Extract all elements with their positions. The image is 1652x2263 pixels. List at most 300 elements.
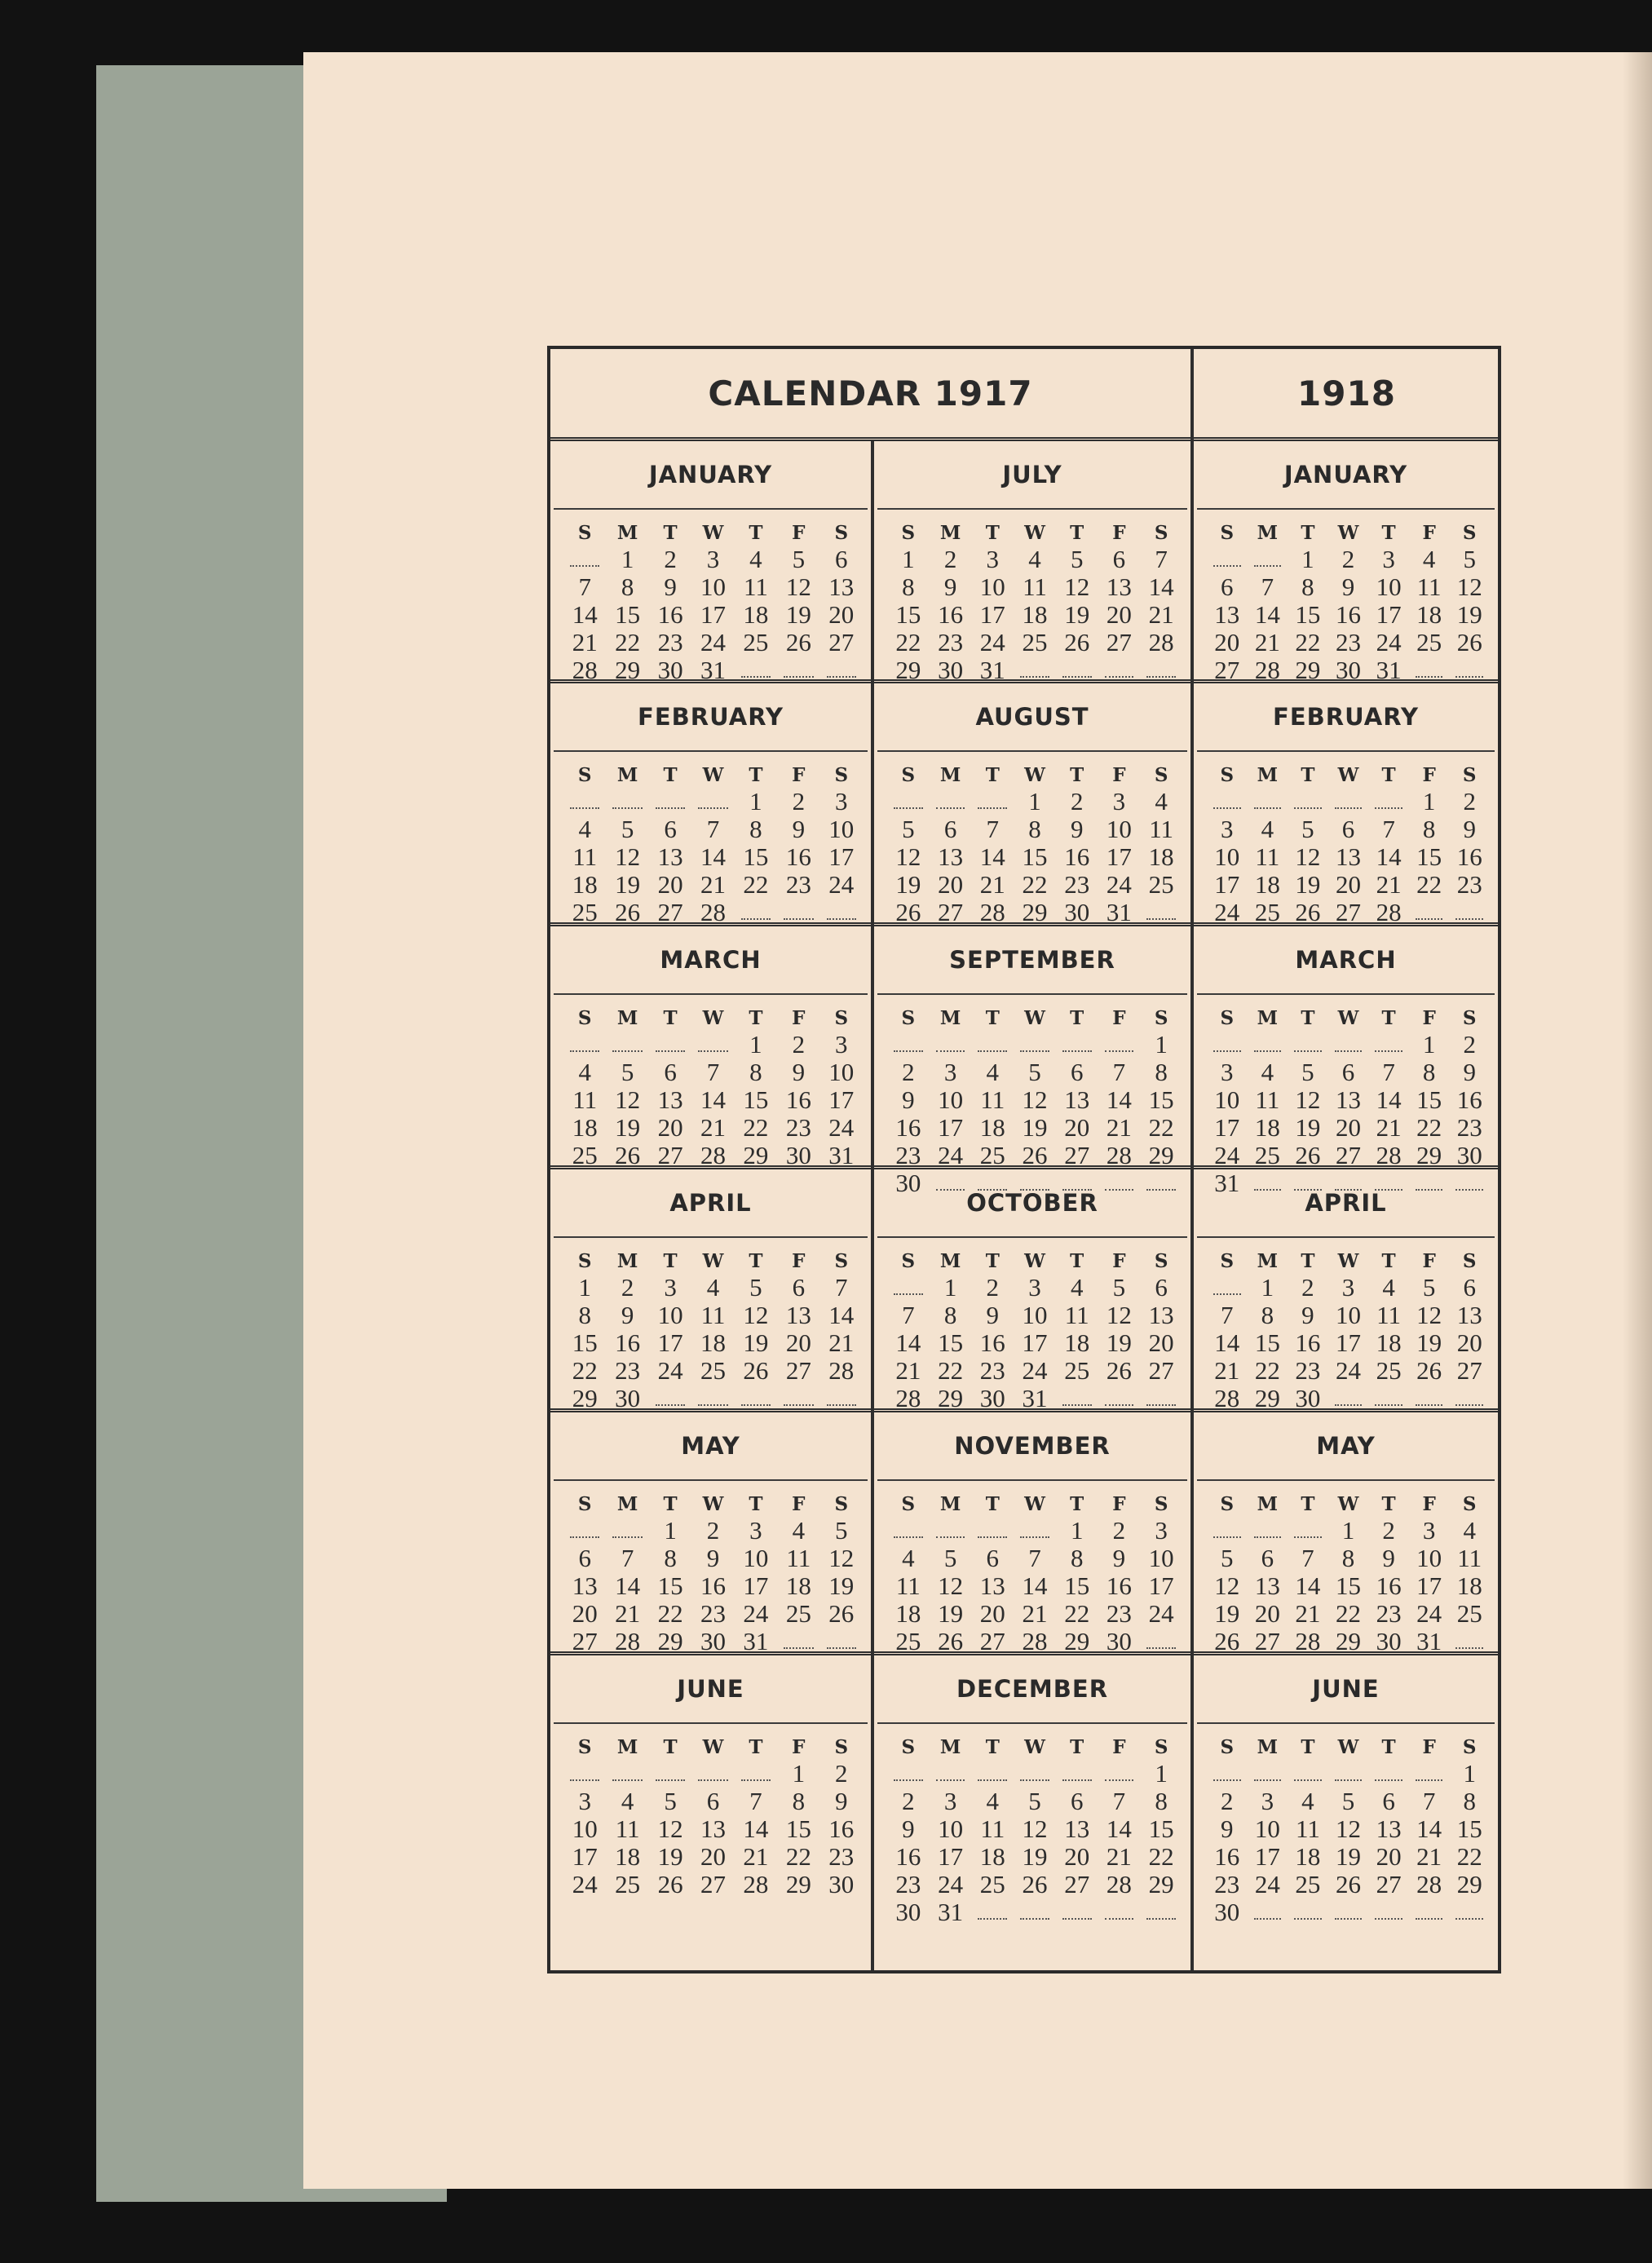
day-number: 24 [938,1870,964,1898]
weekday-header: F [1422,1736,1436,1758]
day-number: 5 [1070,545,1084,573]
day-grid [887,1732,1182,1926]
day-number: 3 [835,1030,848,1059]
day-number: 16 [1335,600,1361,629]
blank-day-dash [1254,1918,1282,1920]
day-number: 8 [1155,1058,1168,1086]
weekday-header: T [985,1250,1000,1272]
day-number: 13 [657,1085,683,1114]
day-number: 30 [1295,1384,1321,1412]
day-number: 22 [1416,870,1442,899]
day-number: 15 [1416,1085,1442,1114]
blank-day-dash [1455,676,1483,678]
weekday-header: F [792,1493,806,1515]
day-number: 1 [1463,1759,1476,1788]
day-number: 16 [700,1571,726,1600]
day-number: 28 [979,898,1005,926]
weekday-header: T [1381,1736,1396,1758]
day-number: 11 [980,1085,1005,1114]
day-number: 25 [700,1356,726,1385]
day-number: 24 [979,628,1005,656]
day-number: 30 [895,1169,921,1197]
month-name: APRIL [1305,1189,1387,1217]
day-number: 27 [700,1870,726,1898]
blank-day-dash [827,676,856,678]
day-grid [563,1003,863,1169]
day-number: 28 [700,1141,726,1169]
day-number: 28 [615,1627,641,1655]
day-number: 18 [615,1842,641,1871]
day-number: 5 [1422,1273,1436,1302]
blank-day-dash [1213,1779,1241,1781]
day-number: 28 [1214,1384,1240,1412]
day-number: 18 [572,1113,598,1142]
day-number: 14 [1106,1814,1132,1843]
day-number: 13 [1148,1301,1174,1329]
blank-day-dash [1254,1050,1282,1052]
blank-day-dash [1213,565,1241,567]
day-number: 29 [938,1384,964,1412]
day-number: 9 [902,1814,915,1843]
day-number: 14 [979,842,1005,871]
blank-day-dash [1294,1918,1322,1920]
day-number: 9 [664,572,677,601]
day-number: 2 [1463,787,1476,815]
blank-day-dash [698,1050,727,1052]
day-number: 7 [902,1301,915,1329]
day-number: 23 [1376,1599,1402,1628]
weekday-header: T [663,1736,678,1758]
day-number: 6 [986,1544,1000,1572]
day-number: 23 [895,1870,921,1898]
blank-day-dash [1254,1779,1282,1781]
day-number: 27 [1148,1356,1174,1385]
weekday-header: S [577,1493,592,1515]
day-number: 12 [1214,1571,1240,1600]
blank-day-dash [1335,1050,1363,1052]
blank-day-dash [698,807,727,809]
blank-day-dash [936,1536,965,1538]
weekday-header: S [1462,764,1477,786]
day-number: 9 [902,1085,915,1114]
day-number: 23 [1214,1870,1240,1898]
day-number: 17 [572,1842,598,1871]
day-number: 5 [1028,1058,1041,1086]
day-number: 29 [743,1141,769,1169]
day-number: 13 [1106,572,1132,601]
day-number: 10 [938,1814,964,1843]
day-number: 12 [743,1301,769,1329]
weekday-header: S [1462,522,1477,544]
weekday-header: T [985,1736,1000,1758]
month-name-rule [877,993,1187,995]
day-number: 22 [1295,628,1321,656]
blank-day-dash [936,1779,965,1781]
day-number: 15 [1148,1085,1174,1114]
blank-day-dash [1254,1536,1282,1538]
day-number: 20 [1335,870,1361,899]
day-number: 1 [1070,1516,1084,1545]
day-number: 24 [572,1870,598,1898]
day-number: 2 [835,1759,848,1788]
blank-day-dash [978,1779,1007,1781]
weekday-header: T [749,1250,763,1272]
day-number: 29 [1064,1627,1090,1655]
day-number: 24 [828,870,855,899]
weekday-header: S [1220,764,1235,786]
weekday-header: T [749,764,763,786]
day-number: 13 [1254,1571,1280,1600]
day-number: 28 [743,1870,769,1898]
blank-day-dash [1416,918,1443,920]
day-number: 2 [1070,787,1084,815]
day-number: 7 [578,572,591,601]
weekday-header: T [1381,764,1396,786]
day-number: 5 [621,1058,634,1086]
day-grid [563,1732,863,1898]
day-number: 25 [615,1870,641,1898]
day-number: 25 [1376,1356,1402,1385]
weekday-header: T [985,1007,1000,1029]
day-number: 19 [1064,600,1090,629]
day-number: 21 [828,1328,855,1357]
day-number: 26 [1214,1627,1240,1655]
day-number: 19 [1416,1328,1442,1357]
day-number: 1 [1261,1273,1274,1302]
day-number: 22 [1335,1599,1361,1628]
weekday-header: S [901,1250,916,1272]
day-number: 23 [1456,870,1482,899]
blank-day-dash [1213,1536,1241,1538]
blank-day-dash [612,1050,642,1052]
day-number: 20 [657,1113,683,1142]
weekday-header: T [1070,522,1084,544]
weekday-header: W [1337,522,1359,544]
day-number: 29 [785,1870,811,1898]
weekday-header: S [834,1250,849,1272]
day-grid [1207,760,1490,926]
weekday-header: S [1154,764,1168,786]
day-number: 25 [979,1141,1005,1169]
month-name: MARCH [660,946,762,974]
day-number: 29 [1148,1141,1174,1169]
day-number: 4 [792,1516,806,1545]
day-number: 29 [895,656,921,684]
day-number: 16 [1456,842,1482,871]
month-july-1917 [874,441,1190,684]
day-number: 3 [706,545,720,573]
weekday-header: W [702,1736,724,1758]
weekday-header: T [1301,522,1315,544]
month-january-1917 [550,441,871,684]
day-number: 27 [572,1627,598,1655]
day-number: 21 [979,870,1005,899]
day-number: 16 [1064,842,1090,871]
day-number: 11 [1376,1301,1401,1329]
day-number: 23 [1106,1599,1132,1628]
day-number: 7 [706,1058,720,1086]
day-number: 11 [895,1571,921,1600]
day-number: 23 [657,628,683,656]
day-number: 15 [785,1814,811,1843]
day-number: 3 [1221,1058,1234,1086]
day-number: 12 [657,1814,683,1843]
day-number: 25 [1456,1599,1482,1628]
day-number: 23 [1295,1356,1321,1385]
day-number: 28 [895,1384,921,1412]
weekday-header: W [1337,1736,1359,1758]
month-name: AUGUST [975,703,1089,731]
day-number: 16 [615,1328,641,1357]
blank-day-dash [656,1779,685,1781]
day-number: 24 [1148,1599,1174,1628]
day-grid [887,518,1182,684]
day-number: 24 [700,628,726,656]
month-name-rule [877,1479,1187,1481]
month-name: JANUARY [648,461,773,488]
weekday-header: S [1220,1736,1235,1758]
weekday-header: S [577,764,592,786]
weekday-header: T [663,764,678,786]
day-number: 5 [1028,1787,1041,1815]
day-number: 29 [572,1384,598,1412]
day-number: 11 [1295,1814,1320,1843]
day-number: 27 [979,1627,1005,1655]
day-number: 2 [1341,545,1355,573]
blank-day-dash [1455,1647,1483,1649]
day-number: 28 [1376,898,1402,926]
weekday-header: T [1301,764,1315,786]
day-number: 30 [1064,898,1090,926]
day-number: 6 [1112,545,1126,573]
month-name-rule [554,993,868,995]
day-number: 22 [1148,1113,1174,1142]
day-number: 17 [1148,1571,1174,1600]
weekday-header: T [749,1493,763,1515]
day-number: 10 [938,1085,964,1114]
day-number: 12 [1022,1814,1048,1843]
day-number: 9 [792,1058,806,1086]
blank-day-dash [1455,1918,1483,1920]
day-number: 23 [979,1356,1005,1385]
day-number: 1 [1422,787,1436,815]
day-number: 4 [1301,1787,1314,1815]
month-november-1917 [874,1412,1190,1655]
weekday-header: M [616,522,638,544]
weekday-header: F [1112,764,1126,786]
blank-day-dash [656,1404,685,1406]
day-number: 19 [828,1571,855,1600]
calendar-1917-title: CALENDAR 1917 [708,373,1033,413]
month-name: JUNE [677,1675,744,1703]
day-number: 18 [1254,870,1280,899]
day-number: 10 [1376,572,1402,601]
weekday-header: W [1337,1007,1359,1029]
blank-day-dash [1375,1404,1402,1406]
blank-day-dash [1335,1404,1363,1406]
weekday-header: S [577,1007,592,1029]
day-number: 21 [1148,600,1174,629]
day-number: 9 [835,1787,848,1815]
day-number: 20 [700,1842,726,1871]
day-grid [1207,1003,1490,1197]
day-number: 20 [1064,1113,1090,1142]
blank-day-dash [784,918,813,920]
day-number: 2 [1301,1273,1314,1302]
day-number: 24 [743,1599,769,1628]
day-number: 26 [895,898,921,926]
day-number: 12 [1022,1085,1048,1114]
day-number: 20 [1376,1842,1402,1871]
weekday-header: T [663,1250,678,1272]
weekday-header: M [616,1007,638,1029]
day-number: 25 [1022,628,1048,656]
day-number: 11 [615,1814,640,1843]
day-number: 26 [1106,1356,1132,1385]
day-number: 9 [1112,1544,1126,1572]
day-number: 6 [1221,572,1234,601]
day-number: 16 [1214,1842,1240,1871]
day-number: 20 [1214,628,1240,656]
day-number: 7 [986,815,1000,843]
day-number: 9 [1463,815,1476,843]
day-number: 24 [1022,1356,1048,1385]
weekday-header: M [939,1007,961,1029]
day-number: 7 [835,1273,848,1302]
weekday-header: T [985,764,1000,786]
day-grid [1207,1246,1490,1412]
day-number: 18 [1022,600,1048,629]
day-number: 29 [1335,1627,1361,1655]
blank-day-dash [978,1050,1007,1052]
day-number: 27 [1335,898,1361,926]
blank-day-dash [1213,1293,1241,1295]
day-number: 6 [1261,1544,1274,1572]
day-number: 20 [938,870,964,899]
weekday-header: W [702,1007,724,1029]
day-number: 13 [572,1571,598,1600]
weekday-header: S [834,1493,849,1515]
day-number: 8 [1028,815,1041,843]
weekday-header: M [616,1736,638,1758]
day-number: 4 [1382,1273,1395,1302]
blank-day-dash [936,807,965,809]
day-grid [1207,518,1490,684]
day-number: 1 [621,545,634,573]
day-number: 20 [1064,1842,1090,1871]
day-number: 25 [785,1599,811,1628]
day-grid [563,1246,863,1412]
day-number: 8 [1341,1544,1355,1572]
day-number: 13 [979,1571,1005,1600]
day-number: 25 [572,898,598,926]
month-december-1917 [874,1655,1190,1926]
month-october-1917 [874,1169,1190,1412]
blank-day-dash [894,1050,923,1052]
weekday-header: S [1220,522,1235,544]
day-number: 16 [828,1814,855,1843]
day-number: 18 [785,1571,811,1600]
day-number: 27 [1376,1870,1402,1898]
weekday-header: M [616,1493,638,1515]
blank-day-dash [1146,1647,1176,1649]
day-number: 2 [902,1787,915,1815]
day-number: 5 [621,815,634,843]
day-number: 2 [792,1030,806,1059]
weekday-header: T [663,522,678,544]
day-number: 6 [578,1544,591,1572]
month-name: FEBRUARY [1273,703,1419,731]
month-name: MARCH [1295,946,1397,974]
day-number: 14 [743,1814,769,1843]
blank-day-dash [827,1404,856,1406]
day-number: 17 [700,600,726,629]
day-number: 5 [664,1787,677,1815]
day-number: 23 [1456,1113,1482,1142]
month-name: FEBRUARY [638,703,784,731]
day-number: 10 [1416,1544,1442,1572]
day-number: 26 [615,898,641,926]
day-number: 22 [743,1113,769,1142]
day-number: 29 [1254,1384,1280,1412]
day-number: 31 [700,656,726,684]
day-number: 14 [1148,572,1174,601]
blank-day-dash [1416,1779,1443,1781]
weekday-header: S [834,522,849,544]
day-number: 6 [1341,1058,1355,1086]
weekday-header: T [1070,1007,1084,1029]
day-number: 17 [828,842,855,871]
day-grid [887,1003,1182,1197]
day-number: 30 [828,1870,855,1898]
weekday-header: S [901,1736,916,1758]
day-number: 27 [785,1356,811,1385]
month-february-1918 [1194,683,1498,926]
day-number: 9 [1301,1301,1314,1329]
day-grid [887,760,1182,926]
day-number: 30 [1106,1627,1132,1655]
blank-day-dash [1213,1050,1241,1052]
day-number: 20 [657,870,683,899]
day-number: 4 [578,815,591,843]
blank-day-dash [1335,1779,1363,1781]
blank-day-dash [612,1536,642,1538]
month-name-rule [554,1479,868,1481]
day-grid [887,1489,1182,1655]
day-number: 4 [1028,545,1041,573]
blank-day-dash [1146,918,1176,920]
day-number: 10 [1335,1301,1361,1329]
day-grid [563,760,863,926]
day-number: 26 [1416,1356,1442,1385]
day-number: 13 [1064,1085,1090,1114]
day-number: 8 [1463,1787,1476,1815]
day-number: 19 [657,1842,683,1871]
day-number: 23 [938,628,964,656]
blank-day-dash [1020,1779,1049,1781]
day-number: 30 [700,1627,726,1655]
day-number: 21 [700,1113,726,1142]
weekday-header: S [901,1007,916,1029]
day-number: 10 [743,1544,769,1572]
day-number: 30 [938,656,964,684]
weekday-header: F [1112,1250,1126,1272]
day-number: 17 [938,1842,964,1871]
day-number: 26 [657,1870,683,1898]
day-number: 14 [700,842,726,871]
day-number: 6 [1070,1058,1084,1086]
day-number: 11 [1064,1301,1089,1329]
